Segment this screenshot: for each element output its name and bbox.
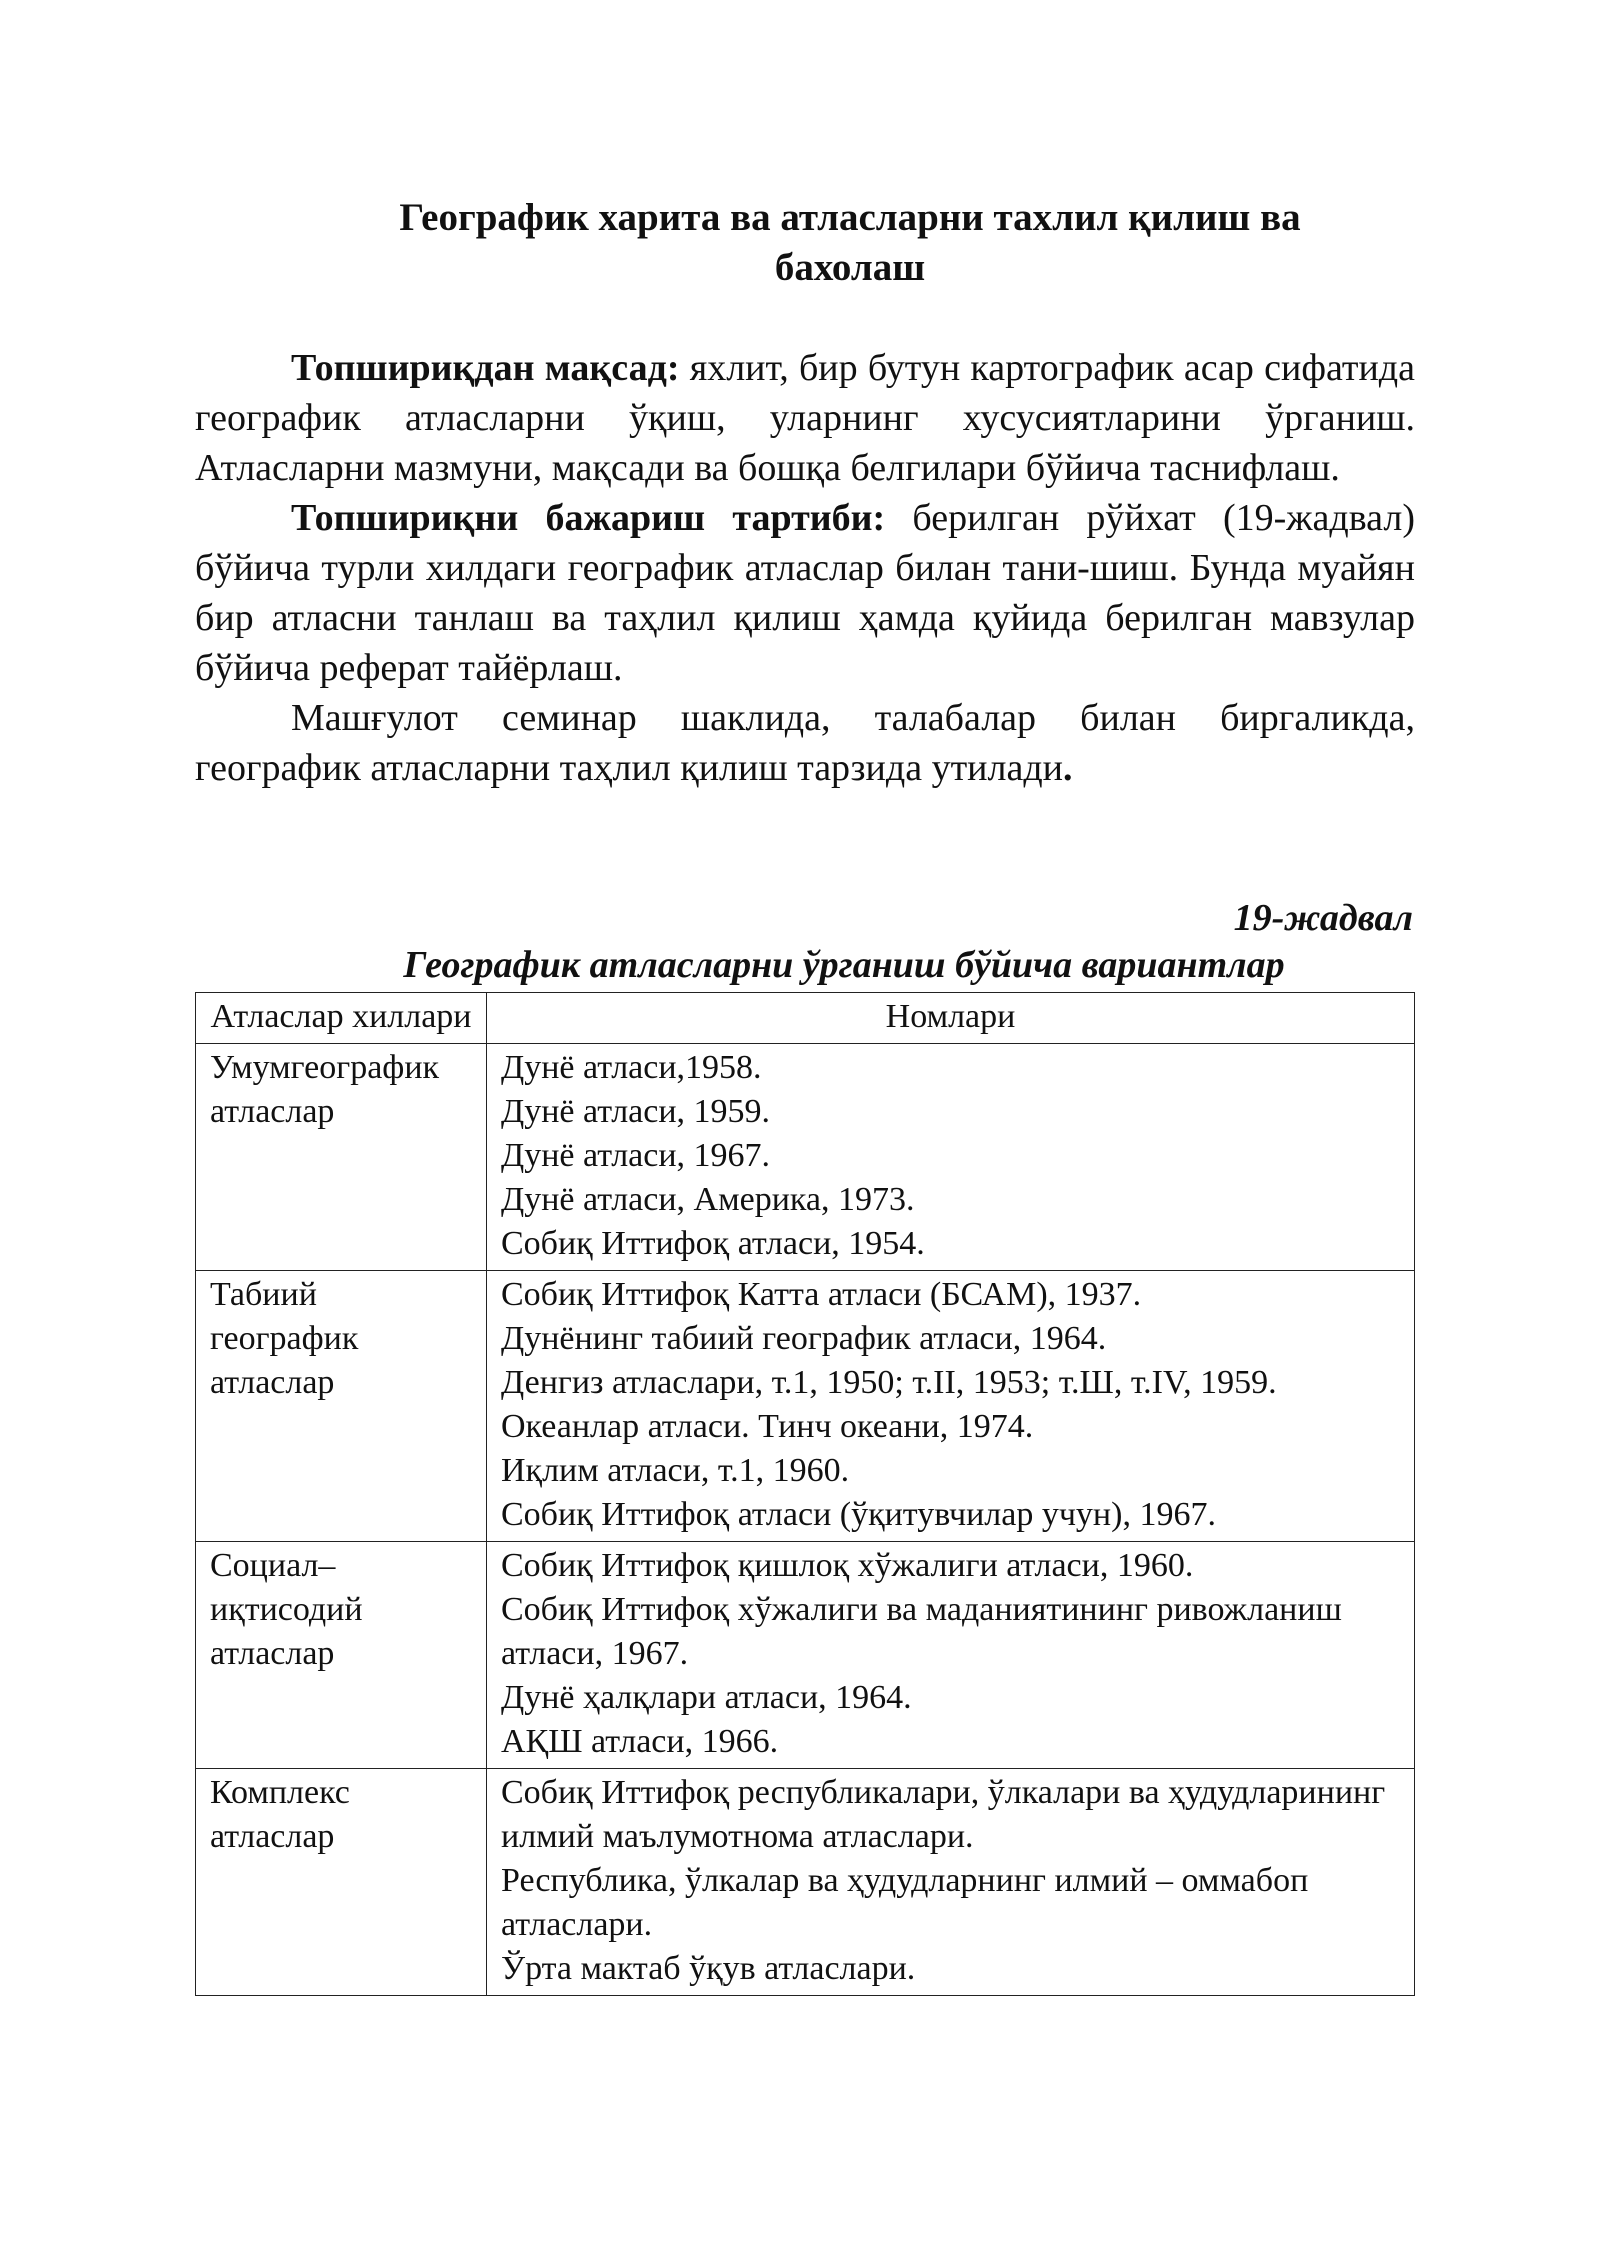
- body-text: [195, 343, 1415, 793]
- paragraph-lead: Топшириқни бажариш тартиби:: [291, 497, 886, 539]
- paragraph-text: Машғулот семинар шаклида, талабалар билан биргаликда, географик атласларни таҳлил қилиш тарзида утилади: [195, 697, 1415, 789]
- atlas-entry: Дунё атласи, Америка, 1973.: [501, 1181, 915, 1218]
- atlas-names-cell: [487, 1271, 1415, 1542]
- atlas-entry: Ўрта мактаб ўқув атласлари.: [501, 1950, 916, 1987]
- atlas-names-cell: [487, 1769, 1415, 1996]
- paragraph-text: яхлит, бир бутун картографик асар сифатида географик атласларни ўқиш, уларнинг хусусиятларини ўрганиш. Атласларни мазмуни, мақсади ва бошқа белгилари бўйича таснифлаш.: [195, 347, 1415, 489]
- atlas-names-cell: [487, 1542, 1415, 1769]
- atlas-entry: Собиқ Иттифоқ атласи, 1954.: [501, 1225, 925, 1262]
- page-title: [195, 193, 1415, 293]
- atlas-kind-cell: Социал–иқтисодий атласлар: [196, 1542, 487, 1769]
- table-row: [196, 1542, 1415, 1769]
- atlas-entry: Собиқ Иттифоқ қишлоқ хўжалиги атласи, 1960.: [501, 1547, 1194, 1584]
- atlas-entry: Дунёнинг табиий географик атласи, 1964.: [501, 1320, 1107, 1357]
- table-row: [196, 1271, 1415, 1542]
- title-line-1: Географик харита ва атласларни тахлил қилиш ва: [399, 196, 1301, 239]
- atlas-kind-cell: Комплекс атласлар: [196, 1769, 487, 1996]
- table-caption: Географик атласларни ўрганиш бўйича вариантлар: [403, 944, 1285, 986]
- paragraph-procedure: [195, 493, 1415, 693]
- title-line-2: бахолаш: [774, 246, 926, 289]
- atlas-entry: Собиқ Иттифоқ Катта атласи (БСАМ), 1937.: [501, 1276, 1142, 1313]
- table-body: [196, 1044, 1415, 1996]
- atlas-entry: Собиқ Иттифоқ хўжалиги ва маданиятининг ривожланиш атласи, 1967.: [501, 1591, 1342, 1672]
- atlas-entry: Дунё ҳалқлари атласи, 1964.: [501, 1679, 912, 1716]
- atlas-entry: Океанлар атласи. Тинч океани, 1974.: [501, 1408, 1034, 1445]
- atlas-entry: Собиқ Иттифоқ республикалари, ўлкалари ва ҳудудларининг илмий маълумотнома атласлари.: [501, 1774, 1386, 1855]
- header-atlas-names: Номлари: [487, 993, 1415, 1044]
- paragraph-goal: [195, 343, 1415, 493]
- atlas-entry: Собиқ Иттифоқ атласи (ўқитувчилар учун), 1967.: [501, 1496, 1216, 1533]
- paragraph-text: берилган рўйхат (19-жадвал) бўйича турли хилдаги географик атласлар билан тани-шиш. Бунда муайян бир атласни танлаш ва таҳлил қилиш ҳамда қуйида берилган мавзулар бўйича реферат тайёрлаш.: [195, 497, 1415, 689]
- atlas-entry: Денгиз атласлари, т.1, 1950; т.II, 1953; т.Ш, т.IV, 1959.: [501, 1364, 1277, 1401]
- atlas-kind-cell: Умумгеографик атласлар: [196, 1044, 487, 1271]
- table-row: [196, 1769, 1415, 1996]
- atlas-entry: Иқлим атласи, т.1, 1960.: [501, 1452, 850, 1489]
- table-number: 19-жадвал: [1233, 897, 1413, 939]
- atlas-kind-cell: Табиий географик атласлар: [196, 1271, 487, 1542]
- atlas-table: [195, 992, 1415, 1996]
- paragraph-seminar: [195, 693, 1415, 793]
- paragraph-lead: Топшириқдан мақсад:: [291, 347, 680, 389]
- atlas-entry: Дунё атласи, 1959.: [501, 1093, 771, 1130]
- table-header-row: [196, 993, 1415, 1044]
- table-row: [196, 1044, 1415, 1271]
- atlas-entry: Дунё атласи,1958.: [501, 1049, 762, 1086]
- atlas-entry: АҚШ атласи, 1966.: [501, 1723, 779, 1760]
- paragraph-tail: .: [1063, 747, 1073, 789]
- header-atlas-kinds: Атлаcлар хиллари: [196, 993, 487, 1044]
- atlas-entry: Республика, ўлкалар ва ҳудудларнинг илмий – оммабоп атласлари.: [501, 1862, 1309, 1943]
- atlas-entry: Дунё атласи, 1967.: [501, 1137, 771, 1174]
- atlas-names-cell: [487, 1044, 1415, 1271]
